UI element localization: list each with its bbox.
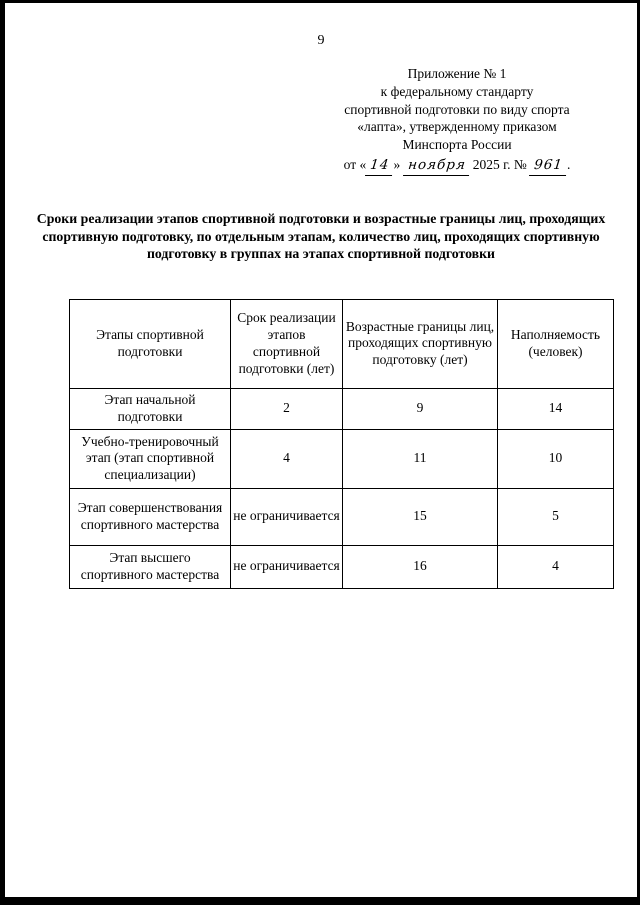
cell-age: 11 [343, 429, 498, 488]
header-line-standard: к федеральному стандарту [380, 83, 534, 99]
handwritten-month: ноября [403, 157, 471, 176]
cell-stage-name: Учебно-тренировочный этап (этап спортивной специализации) [70, 429, 231, 488]
header-cell-duration: Срок реализации этапов спортивной подготовки (лет) [231, 299, 343, 388]
document-page [5, 3, 637, 897]
handwritten-number: 961 [529, 157, 568, 176]
cell-stage-name: Этап начальной подготовки [70, 388, 231, 429]
header-date-line [323, 156, 591, 176]
cell-stage-name: Этап совершенствования спортивного мастерства [70, 488, 231, 545]
table-row [70, 545, 614, 588]
date-year: 2025 г. № [472, 157, 527, 173]
page-number: 9 [317, 33, 325, 48]
table-row [70, 429, 614, 488]
cell-capacity: 14 [498, 388, 614, 429]
cell-age: 9 [343, 388, 498, 429]
stages-table [69, 299, 614, 589]
header-line-ministry: Минспорта России [402, 137, 512, 153]
header-line-order: «лапта», утвержденному приказом [357, 119, 557, 135]
date-suffix: . [566, 157, 571, 173]
cell-duration: 2 [231, 388, 343, 429]
date-prefix: от « [343, 157, 367, 173]
cell-duration: не ограничивается [231, 545, 343, 588]
header-line-appendix: Приложение № 1 [407, 66, 507, 81]
header-cell-capacity: Наполняемость (человек) [498, 299, 614, 388]
document-title: Сроки реализации этапов спортивной подготовки и возрастные границы лиц, проходящих спортивную подготовку, по отдельным этапам, количество лиц, проходящих спортивную подготовку в группах на этапах спортивной подготовки [36, 210, 606, 262]
cell-capacity: 5 [498, 488, 614, 545]
header-cell-stages: Этапы спортивной подготовки [70, 299, 231, 388]
cell-age: 16 [343, 545, 498, 588]
date-mid: » [393, 157, 401, 173]
cell-duration: 4 [231, 429, 343, 488]
header-cell-age: Возрастные границы лиц, проходящих спортивную подготовку (лет) [343, 299, 498, 388]
cell-capacity: 10 [498, 429, 614, 488]
cell-stage-name: Этап высшего спортивного мастерства [70, 545, 231, 588]
cell-capacity: 4 [498, 545, 614, 588]
table-header-row [70, 299, 614, 388]
handwritten-day: 14 [365, 157, 394, 176]
table-row [70, 388, 614, 429]
cell-age: 15 [343, 488, 498, 545]
cell-duration: не ограничивается [231, 488, 343, 545]
header-line-sport: спортивной подготовки по виду спорта [344, 101, 570, 117]
table-row [70, 488, 614, 545]
approval-header [323, 65, 591, 176]
